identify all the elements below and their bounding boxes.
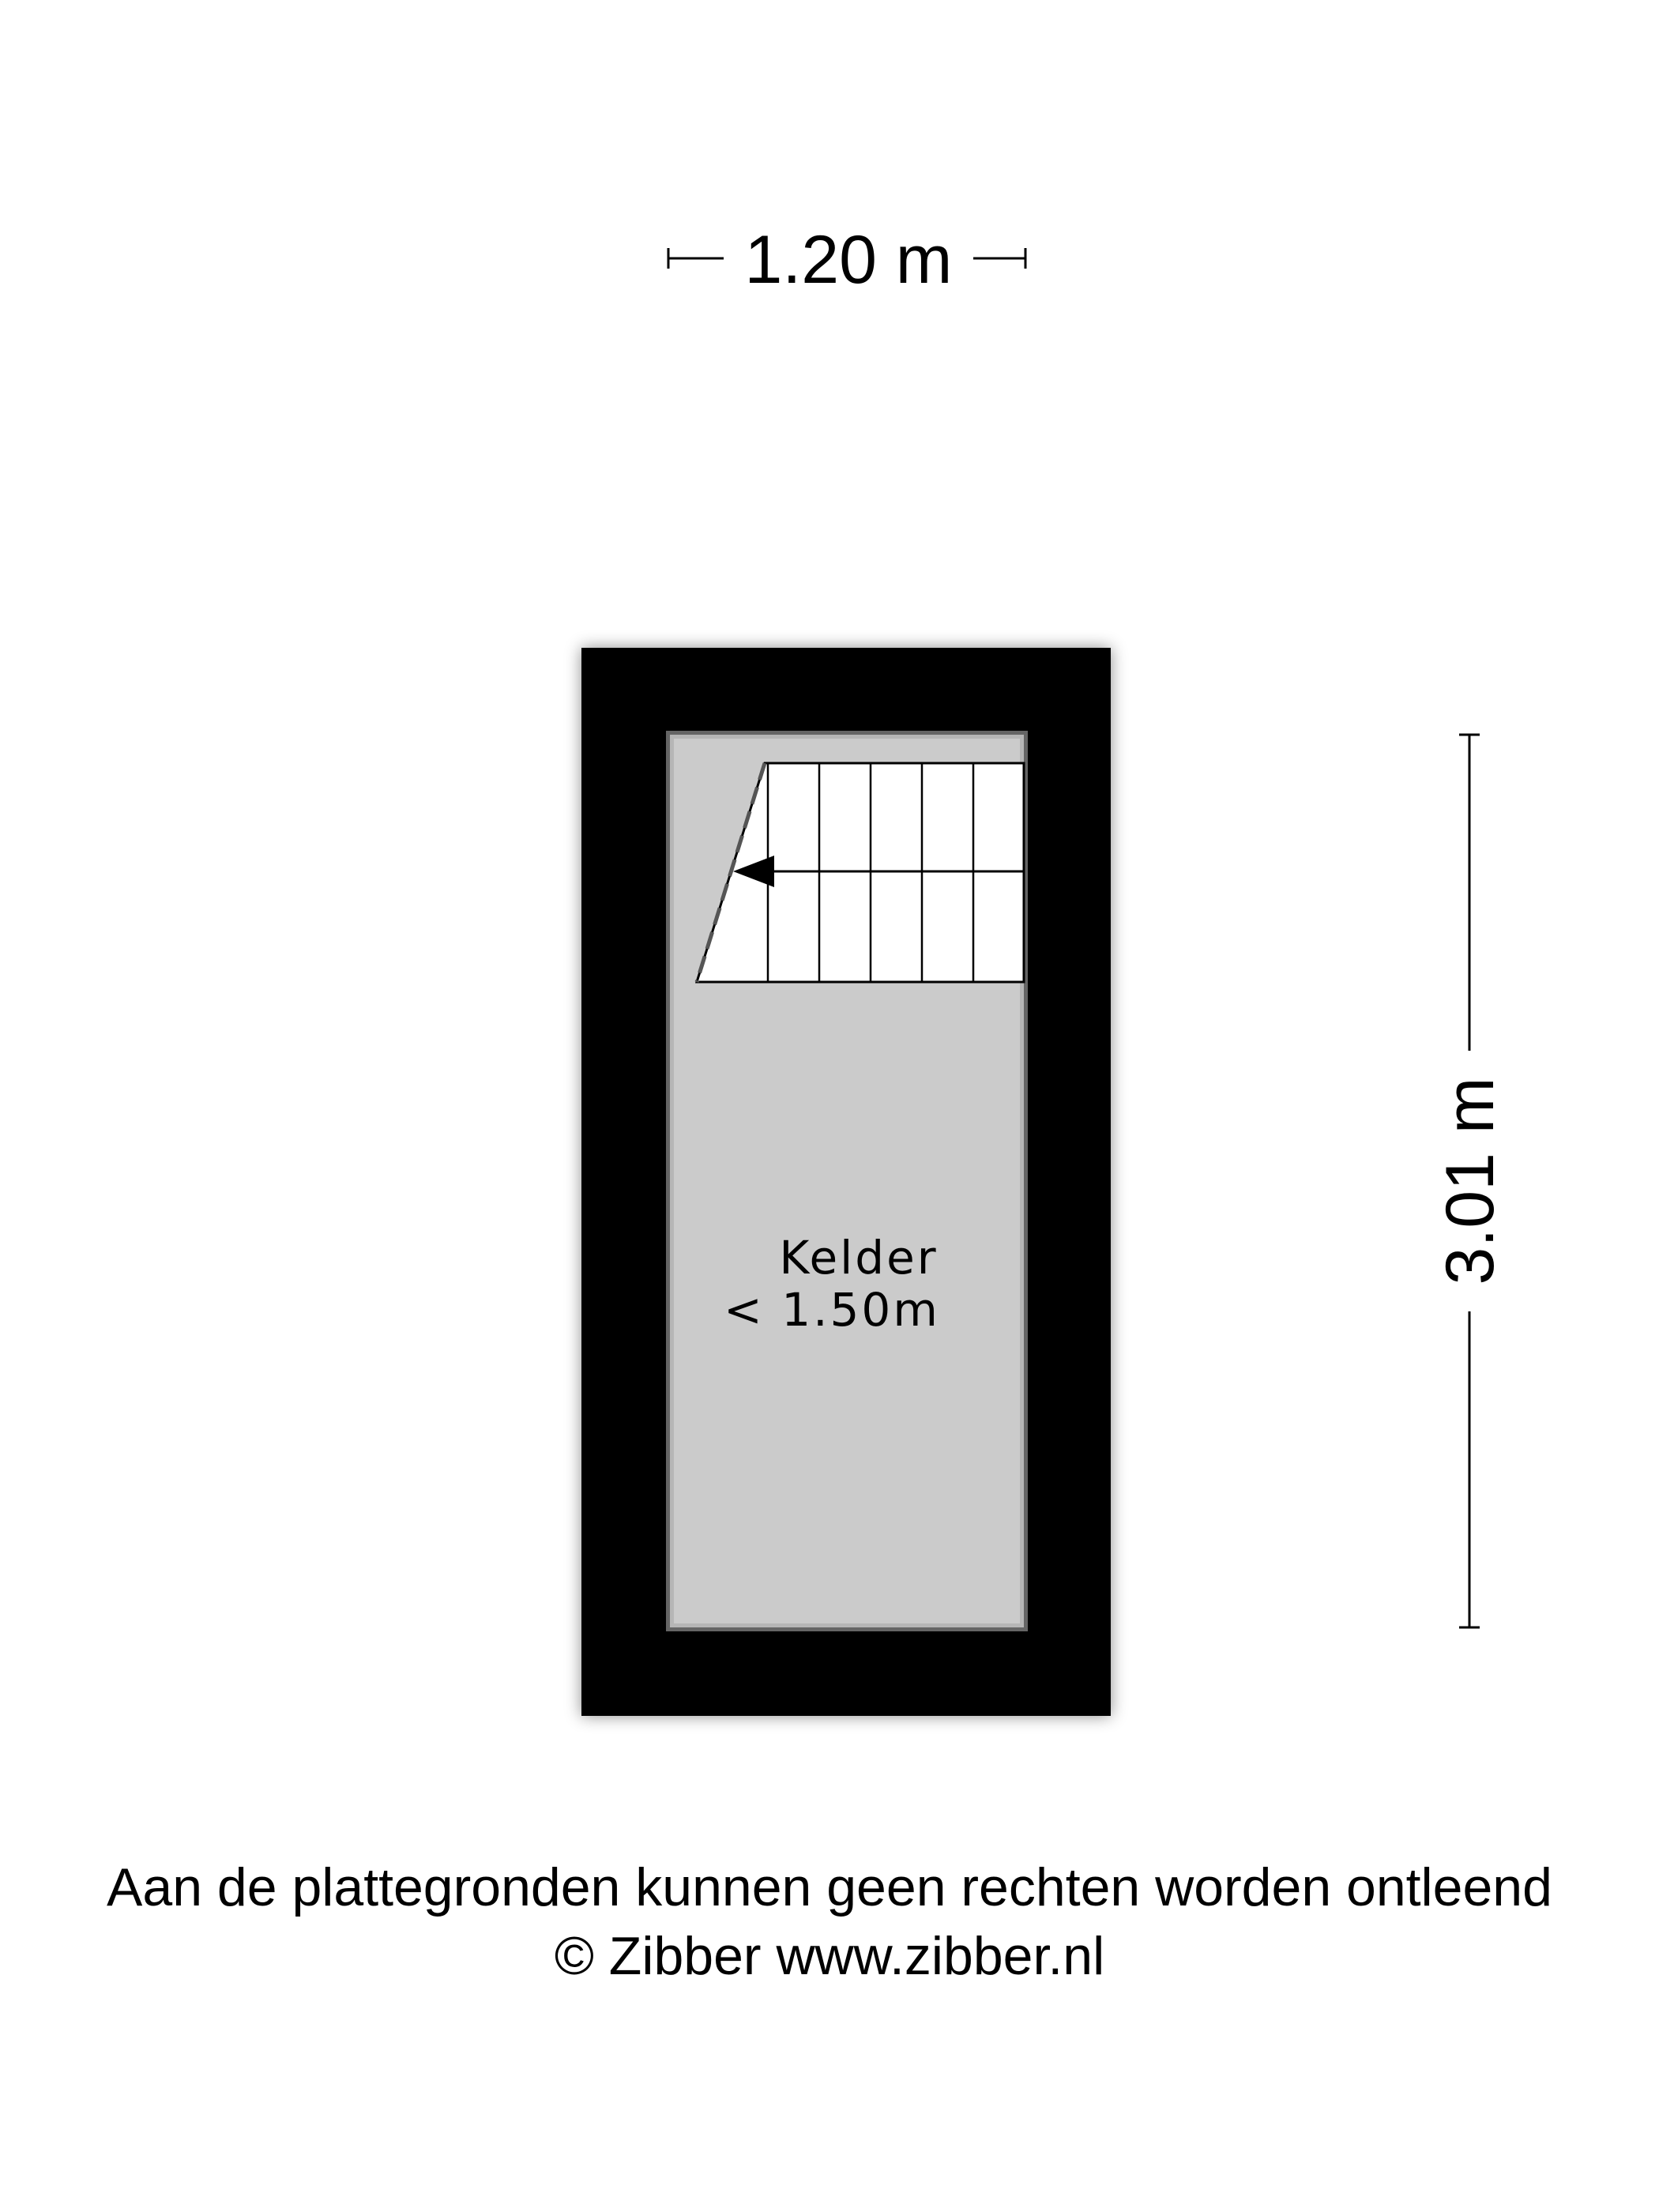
copyright-text: © Zibber www.zibber.nl [554, 1926, 1105, 1986]
room-height-note: < 1.50m [724, 1283, 940, 1337]
room-name: Kelder [779, 1231, 939, 1285]
disclaimer-text: Aan de plattegronden kunnen geen rechten worden ontleend [107, 1857, 1552, 1917]
height-dimension-label: 3.01 m [1432, 1077, 1508, 1285]
width-dimension-label: 1.20 m [744, 222, 953, 298]
height-dimension [1432, 735, 1508, 1627]
width-dimension [668, 222, 1025, 298]
